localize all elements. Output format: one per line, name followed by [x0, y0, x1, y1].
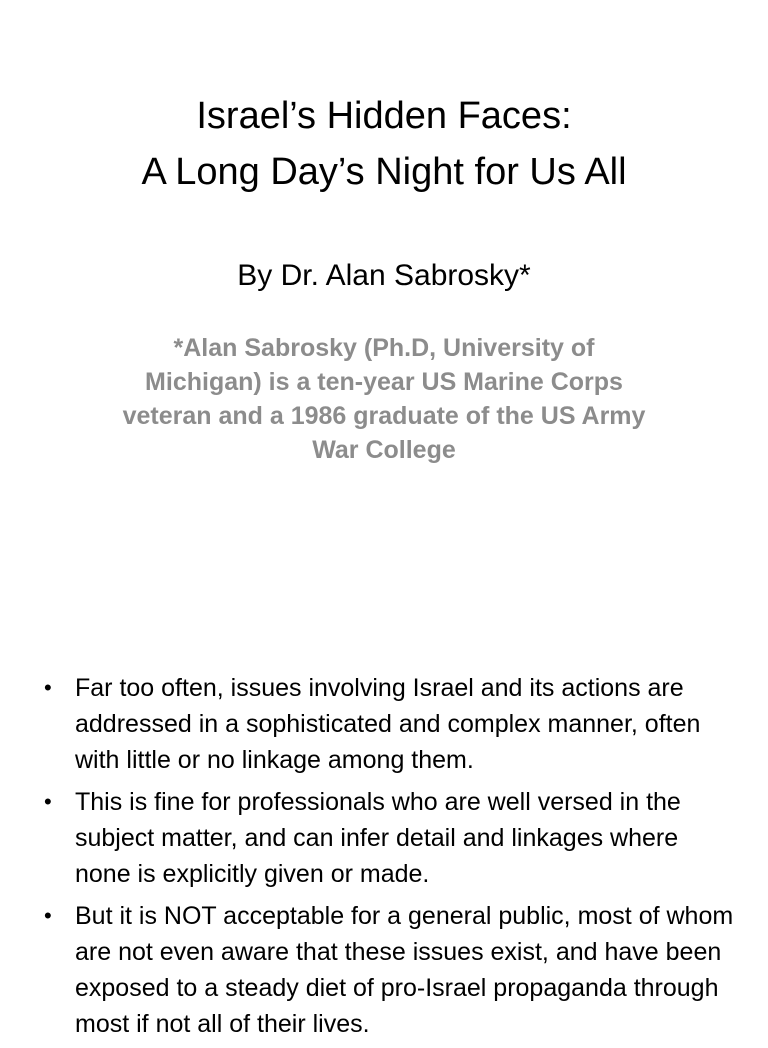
bullet-list: [40, 670, 740, 1048]
bullet-text: But it is NOT acceptable for a general public, most of whom are not even aware that these issues exist, and have been exposed to a steady diet of pro-Israel propaganda through most if not all of their lives.: [75, 902, 734, 1038]
bullet-item: [40, 784, 740, 892]
title-line-1: Israel’s Hidden Faces:: [196, 95, 572, 137]
bullet-text: Far too often, issues involving Israel and its actions are addressed in a sophisticated and complex manner, often with little or no linkage among them.: [75, 674, 701, 774]
slide-title: [0, 88, 768, 200]
bullet-text: This is fine for professionals who are well versed in the subject matter, and can infer detail and linkages where none is explicitly given or made.: [75, 788, 681, 888]
bullet-item: [40, 898, 740, 1042]
bullet-item: [40, 670, 740, 778]
bullet-marker: •: [44, 789, 52, 814]
author-bio-note: *Alan Sabrosky (Ph.D, University of Michigan) is a ten-year US Marine Corps veteran and a 1986 graduate of the US Army War College: [122, 334, 646, 464]
author-byline: By Dr. Alan Sabrosky*: [237, 259, 531, 292]
bullet-marker: •: [44, 903, 52, 928]
title-line-2: A Long Day’s Night for Us All: [141, 151, 627, 193]
bullet-marker: •: [44, 675, 52, 700]
